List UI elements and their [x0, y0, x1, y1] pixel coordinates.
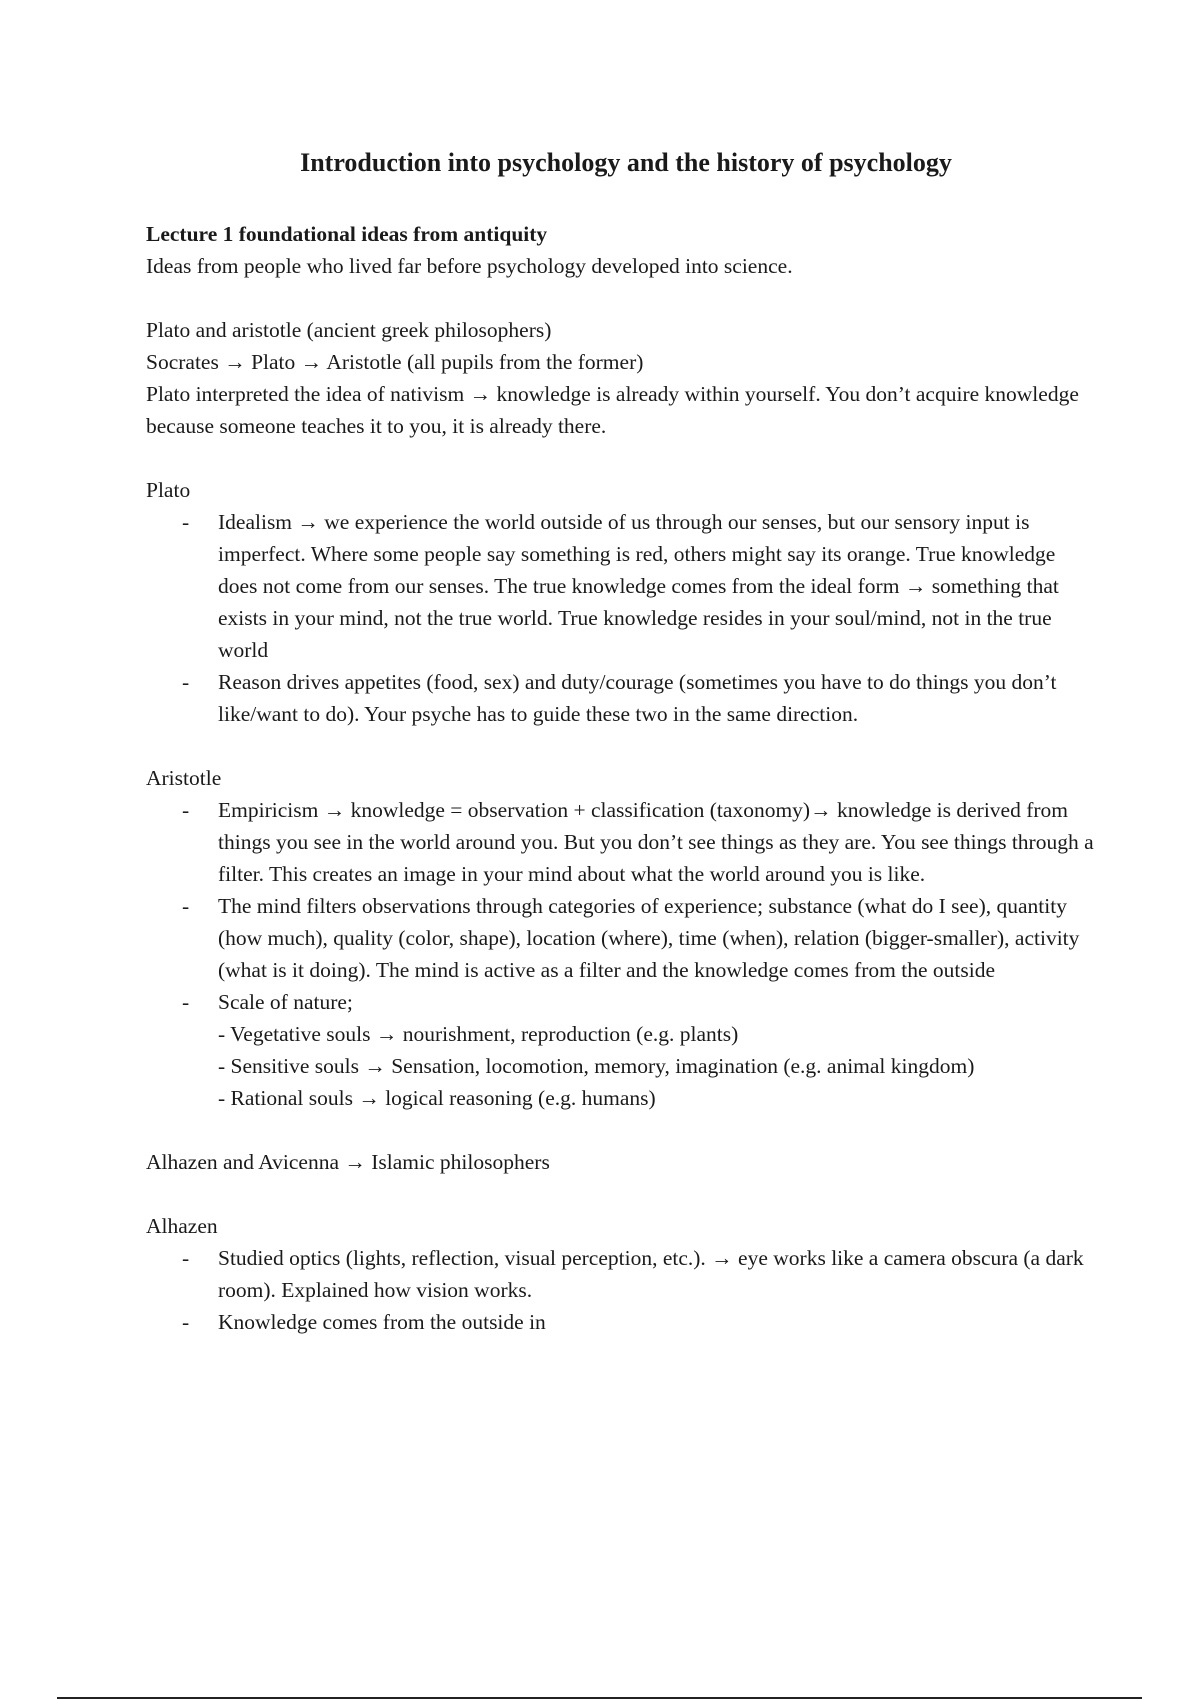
list-item-text: Reason drives appetites (food, sex) and duty/courage (sometimes you have to do things you don’t like/want to do). Your psyche has to guide these two in the same direction.	[218, 670, 1057, 726]
dash-bullet: -	[182, 1310, 190, 1334]
bottom-rule	[57, 1697, 1142, 1699]
plato-list	[146, 506, 1096, 730]
dash-bullet: -	[182, 510, 190, 534]
list-item	[146, 794, 1096, 890]
alhazen-list	[146, 1242, 1096, 1338]
list-item-text: Knowledge comes from the outside in	[218, 1310, 546, 1334]
spacer	[146, 442, 1096, 474]
spacer	[146, 1114, 1096, 1146]
plato-heading: Plato	[146, 478, 191, 502]
dash-bullet: -	[182, 670, 190, 694]
alhazen-heading: Alhazen	[146, 1214, 218, 1238]
spacer	[146, 282, 1096, 314]
list-item	[146, 890, 1096, 986]
scale-item-sensitive: - Sensitive souls → Sensation, locomotion, memory, imagination (e.g. animal kingdom)	[218, 1054, 975, 1078]
lineage-line: Socrates → Plato → Aristotle (all pupils from the former)	[146, 350, 644, 374]
nativism-paragraph: Plato interpreted the idea of nativism → knowledge is already within yourself. You don’t acquire knowledge because someone teaches it to you, it is already there.	[146, 382, 1079, 438]
dash-bullet: -	[182, 990, 190, 1014]
document-title: Introduction into psychology and the history of psychology	[300, 148, 952, 177]
spacer	[146, 1178, 1096, 1210]
scale-item-rational: - Rational souls → logical reasoning (e.g. humans)	[218, 1086, 656, 1110]
dash-bullet: -	[182, 798, 190, 822]
document-body	[146, 218, 1096, 1338]
list-item	[146, 506, 1096, 666]
list-item	[146, 1306, 1096, 1338]
islamic-philosophers-line: Alhazen and Avicenna → Islamic philosophers	[146, 1150, 550, 1174]
list-item	[146, 986, 1096, 1114]
dash-bullet: -	[182, 1246, 190, 1270]
spacer	[146, 730, 1096, 762]
aristotle-list	[146, 794, 1096, 1114]
intro-text: Ideas from people who lived far before psychology developed into science.	[146, 254, 793, 278]
list-item	[146, 1242, 1096, 1306]
lecture-heading: Lecture 1 foundational ideas from antiquity	[146, 222, 548, 246]
list-item-text: Idealism → we experience the world outside of us through our senses, but our sensory input is imperfect. Where some people say something is red, others might say its orange. True knowledge does not come from our senses. The true knowledge comes from the ideal form → something that exists in your mind, not the true world. True knowledge resides in your soul/mind, not in the true world	[218, 510, 1059, 662]
plato-aristotle-line: Plato and aristotle (ancient greek philosophers)	[146, 318, 552, 342]
scale-heading: Scale of nature;	[218, 990, 353, 1014]
scale-item-vegetative: - Vegetative souls → nourishment, reproduction (e.g. plants)	[218, 1022, 739, 1046]
dash-bullet: -	[182, 894, 190, 918]
list-item-text: Studied optics (lights, reflection, visual perception, etc.). → eye works like a camera obscura (a dark room). Explained how vision works.	[218, 1246, 1084, 1302]
list-item-text: The mind filters observations through categories of experience; substance (what do I see), quantity (how much), quality (color, shape), location (where), time (when), relation (bigger-smaller), activity (what is it doing). The mind is active as a filter and the knowledge comes from the outside	[218, 894, 1080, 982]
document-page	[146, 0, 1096, 1700]
aristotle-heading: Aristotle	[146, 766, 222, 790]
list-item-text: Empiricism → knowledge = observation + classification (taxonomy)→ knowledge is derived from things you see in the world around you. But you don’t see things as they are. You see things through a filter. This creates an image in your mind about what the world around you is like.	[218, 798, 1094, 886]
list-item	[146, 666, 1096, 730]
